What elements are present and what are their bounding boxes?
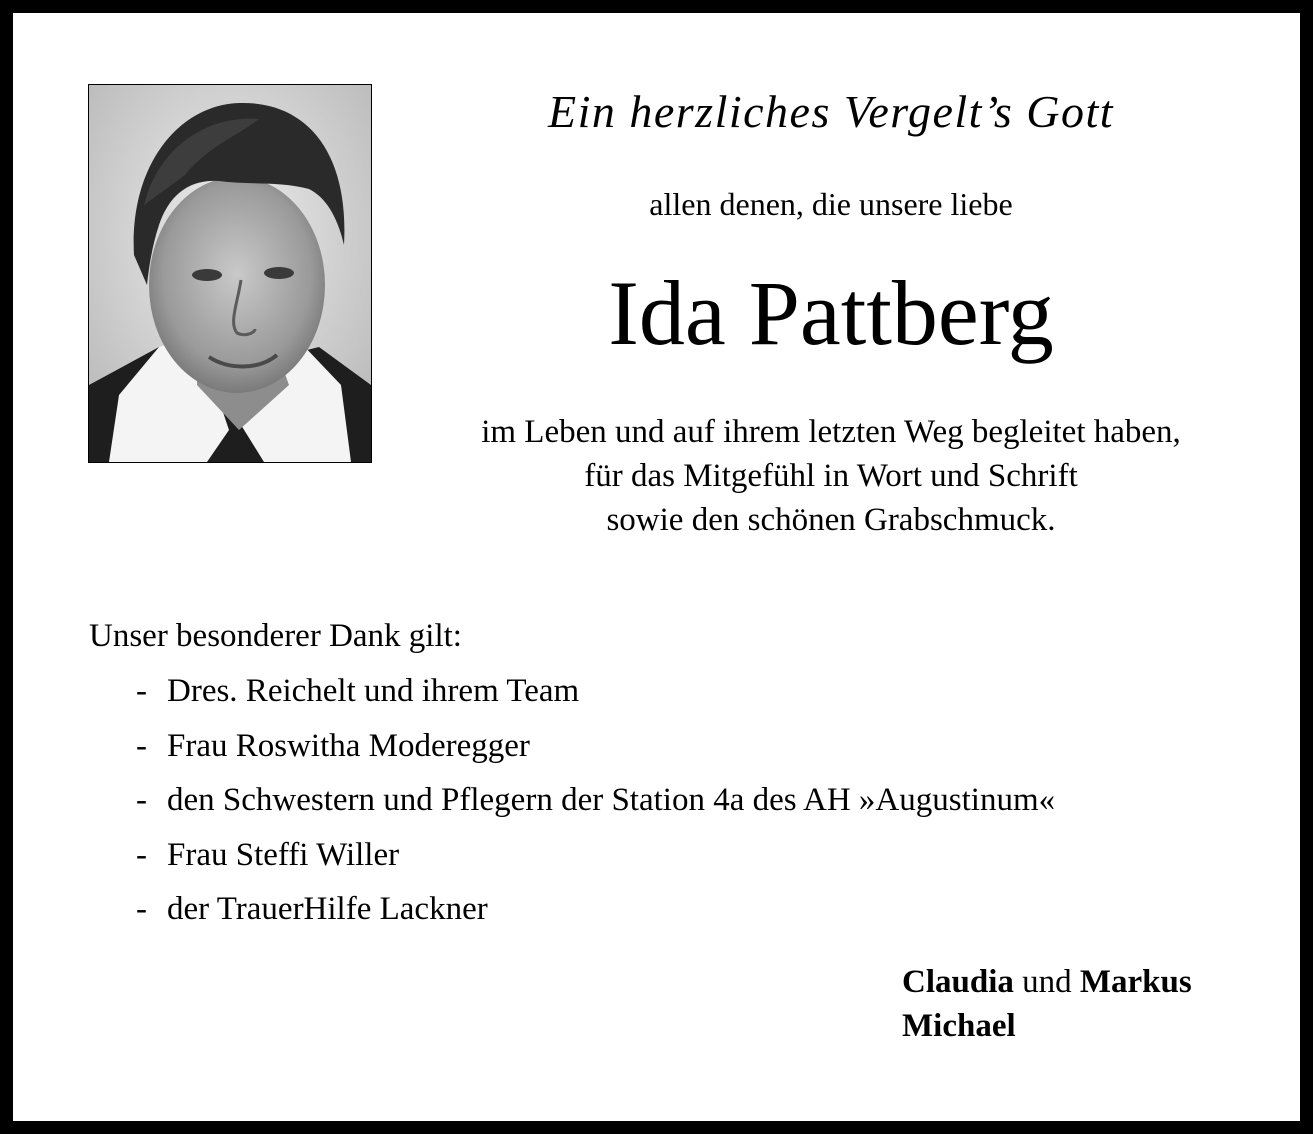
greeting-title: Ein herzliches Vergelt’s Gott <box>547 86 1115 137</box>
list-bullet: - <box>136 782 147 818</box>
list-item-text: den Schwestern und Pflegern der Station 4a des AH »Augustinum« <box>167 782 1056 818</box>
signature-block <box>902 960 1192 1048</box>
intro-text: allen denen, die unsere liebe <box>649 186 1013 222</box>
signature-line <box>902 1004 1192 1048</box>
list-item <box>136 835 1055 890</box>
closing-line: im Leben und auf ihrem letzten Weg begleitet haben, <box>481 414 1181 450</box>
list-item <box>136 889 1055 944</box>
list-bullet: - <box>136 891 147 927</box>
list-item-text: Dres. Reichelt und ihrem Team <box>167 673 580 709</box>
signature-name: Michael <box>902 1008 1016 1044</box>
closing-line: für das Mitgefühl in Wort und Schrift <box>584 458 1078 494</box>
list-item-text: Frau Steffi Willer <box>167 836 400 873</box>
thanks-heading: Unser besonderer Dank gilt: <box>89 618 462 654</box>
list-item-text: der TrauerHilfe Lackner <box>167 891 488 927</box>
list-bullet: - <box>136 836 147 873</box>
signature-name: Markus <box>1079 964 1192 1000</box>
list-item-text: Frau Roswitha Moderegger <box>167 727 530 764</box>
list-item <box>136 726 1055 781</box>
closing-line: sowie den schönen Grabschmuck. <box>606 502 1056 538</box>
signature-connector: und <box>1022 964 1072 1000</box>
closing-text <box>400 410 1262 542</box>
portrait-photo <box>88 84 372 463</box>
list-item <box>136 780 1055 835</box>
thanks-list <box>136 671 1055 944</box>
list-bullet: - <box>136 673 147 709</box>
deceased-name: Ida Pattberg <box>608 262 1054 364</box>
signature-name: Claudia <box>902 964 1014 1000</box>
list-bullet: - <box>136 727 147 764</box>
signature-line <box>902 960 1192 1004</box>
list-item <box>136 671 1055 726</box>
